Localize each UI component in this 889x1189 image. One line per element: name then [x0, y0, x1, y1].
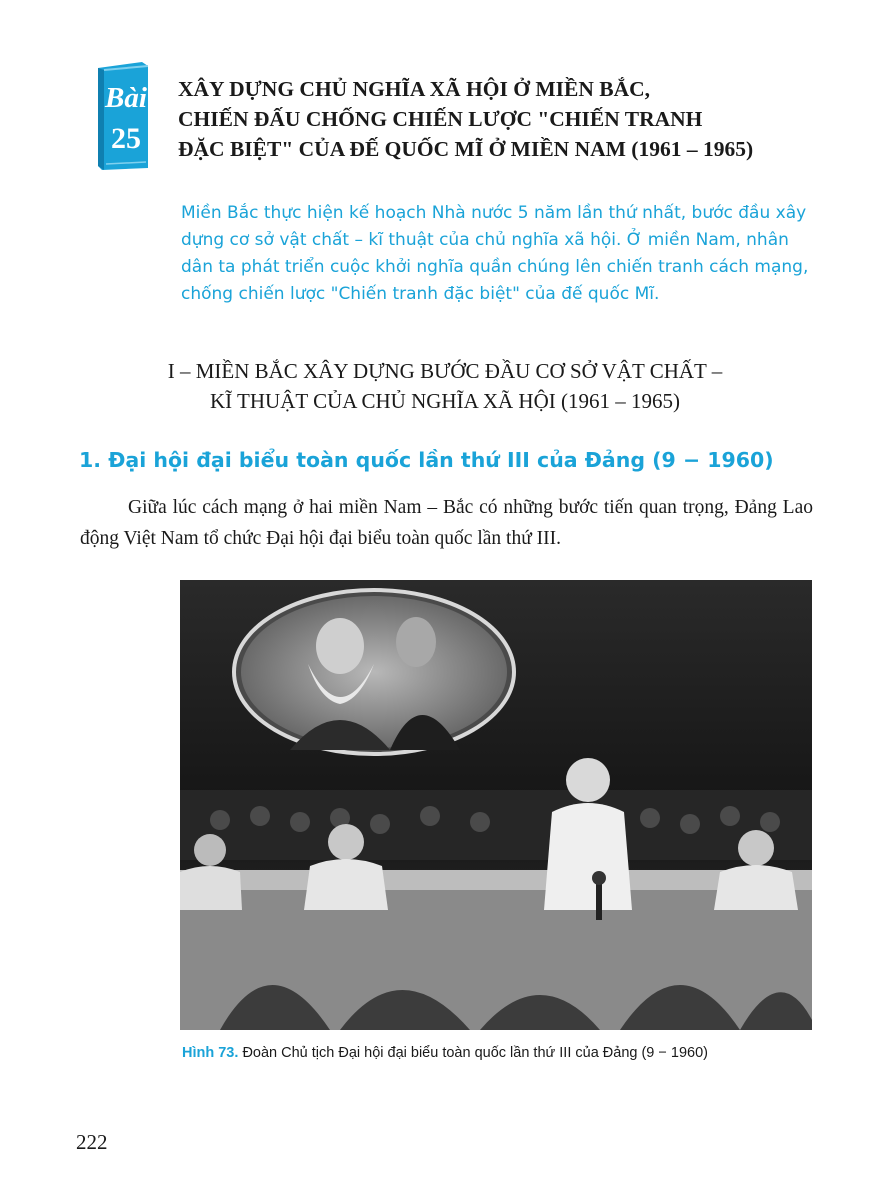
lesson-badge [92, 60, 156, 172]
lesson-number: 25 [111, 122, 141, 155]
lesson-title [178, 74, 818, 164]
subsection-heading: 1. Đại hội đại biểu toàn quốc lần thứ III của Đảng (9 − 1960) [79, 448, 774, 472]
section-heading [80, 356, 810, 416]
lesson-title-line-1: XÂY DỰNG CHỦ NGHĨA XÃ HỘI Ở MIỀN BẮC, [178, 77, 651, 101]
lesson-title-line-2: CHIẾN ĐẤU CHỐNG CHIẾN LƯỢC "CHIẾN TRANH [178, 107, 703, 131]
lesson-intro: Miền Bắc thực hiện kế hoạch Nhà nước 5 năm lần thứ nhất, bước đầu xây dựng cơ sở vật chất – kĩ thuật của chủ nghĩa xã hội. Ở miền Nam, nhân dân ta phát triển cuộc khởi nghĩa quần chúng lên chiến tranh cách mạng, chống chiến lược "Chiến tranh đặc biệt" của đế quốc Mĩ. [181, 203, 809, 304]
figure-caption [182, 1045, 822, 1061]
figure-label: Hình 73. [182, 1045, 239, 1061]
lesson-word: Bài [105, 82, 147, 114]
body-paragraph: Giữa lúc cách mạng ở hai miền Nam – Bắc có những bước tiến quan trọng, Đảng Lao động Việt Nam tổ chức Đại hội đại biểu toàn quốc lần thứ III. [80, 497, 813, 549]
section-heading-line-1: I – MIỀN BẮC XÂY DỰNG BƯỚC ĐẦU CƠ SỞ VẬT CHẤT – [167, 359, 723, 383]
figure-caption-text: Đoàn Chủ tịch Đại hội đại biểu toàn quốc lần thứ III của Đảng (9 − 1960) [242, 1045, 708, 1061]
section-heading-line-2: KĨ THUẬT CỦA CHỦ NGHĨA XÃ HỘI (1961 – 1965) [210, 389, 680, 413]
historical-photo [180, 580, 812, 1030]
lesson-title-line-3: ĐẶC BIỆT" CỦA ĐẾ QUỐC MĨ Ở MIỀN NAM (1961 – 1965) [178, 137, 754, 161]
page-number: 222 [76, 1130, 108, 1154]
